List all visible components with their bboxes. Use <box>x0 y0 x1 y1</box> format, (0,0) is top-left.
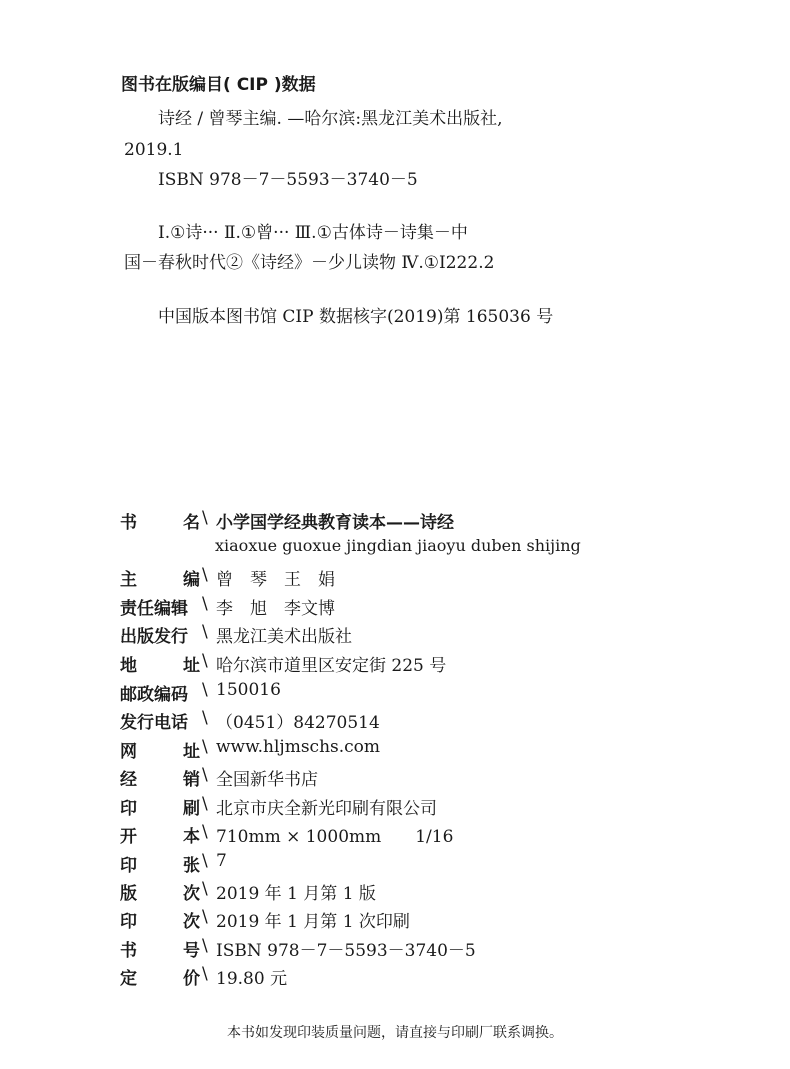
detail-separator: \ <box>202 508 208 528</box>
detail-label: 出版发行 <box>120 627 188 647</box>
cip-classification-line-2: 国－春秋时代②《诗经》－少儿读物 Ⅳ.①I222.2 <box>124 253 495 273</box>
detail-separator: \ <box>202 964 208 984</box>
footer-notice: 本书如发现印装质量问题，请直接与印刷厂联系调换。 <box>227 1025 563 1041</box>
detail-value: 7 <box>216 851 227 871</box>
cip-entry-line-1: 诗经 / 曾琴主编. —哈尔滨:黑龙江美术出版社, <box>158 109 503 129</box>
detail-value: 2019 年 1 月第 1 次印刷 <box>216 912 410 932</box>
detail-value: 哈尔滨市道里区安定街 225 号 <box>216 656 447 676</box>
detail-separator: \ <box>202 708 208 728</box>
book-title-value: 小学国学经典教育读本——诗经 <box>216 513 454 533</box>
detail-separator: \ <box>202 822 208 842</box>
detail-separator: \ <box>202 737 208 757</box>
detail-value: 2019 年 1 月第 1 版 <box>216 884 376 904</box>
detail-value: 150016 <box>216 680 281 700</box>
detail-label: 书 名 <box>120 513 200 533</box>
detail-separator: \ <box>202 651 208 671</box>
detail-label: 责任编辑 <box>120 599 188 619</box>
detail-label: 书 号 <box>120 941 200 961</box>
detail-value: 北京市庆全新光印刷有限公司 <box>216 799 437 819</box>
detail-separator: \ <box>202 680 208 700</box>
detail-value: 曾 琴 王 娟 <box>216 570 335 590</box>
detail-value: ISBN 978－7－5593－3740－5 <box>216 941 476 961</box>
detail-separator: \ <box>202 907 208 927</box>
detail-label: 印 张 <box>120 856 200 876</box>
cip-heading: 图书在版编目( CIP )数据 <box>121 75 316 95</box>
detail-label: 经 销 <box>120 770 200 790</box>
detail-label: 邮政编码 <box>120 685 188 705</box>
detail-value: 李 旭 李文博 <box>216 599 335 619</box>
detail-separator: \ <box>202 851 208 871</box>
detail-label: 版 次 <box>120 884 200 904</box>
detail-value: 19.80 元 <box>216 969 288 989</box>
detail-value: （0451）84270514 <box>216 713 380 733</box>
detail-separator: \ <box>202 936 208 956</box>
detail-label: 网 址 <box>120 742 200 762</box>
detail-label: 印 次 <box>120 912 200 932</box>
cip-record-number: 中国版本图书馆 CIP 数据核字(2019)第 165036 号 <box>158 307 554 327</box>
detail-separator: \ <box>202 565 208 585</box>
cip-classification-line-1: Ⅰ.①诗··· Ⅱ.①曾··· Ⅲ.①古体诗－诗集－中 <box>158 223 468 243</box>
detail-separator: \ <box>202 879 208 899</box>
detail-value: www.hljmschs.com <box>216 737 381 757</box>
detail-label: 开 本 <box>120 827 200 847</box>
detail-label: 地 址 <box>120 656 200 676</box>
detail-label: 主 编 <box>120 570 200 590</box>
detail-value: 黑龙江美术出版社 <box>216 627 352 647</box>
detail-label: 发行电话 <box>120 713 188 733</box>
cip-isbn-line: ISBN 978－7－5593－3740－5 <box>158 170 418 190</box>
detail-value: 全国新华书店 <box>216 770 318 790</box>
detail-label: 定 价 <box>120 969 200 989</box>
detail-separator: \ <box>202 622 208 642</box>
detail-separator: \ <box>202 594 208 614</box>
detail-value: 710mm × 1000mm 1/16 <box>216 827 454 847</box>
detail-separator: \ <box>202 765 208 785</box>
detail-label: 印 刷 <box>120 799 200 819</box>
cip-entry-line-2: 2019.1 <box>124 140 184 160</box>
book-title-pinyin: xiaoxue guoxue jingdian jiaoyu duben shijing <box>215 536 581 555</box>
detail-separator: \ <box>202 794 208 814</box>
